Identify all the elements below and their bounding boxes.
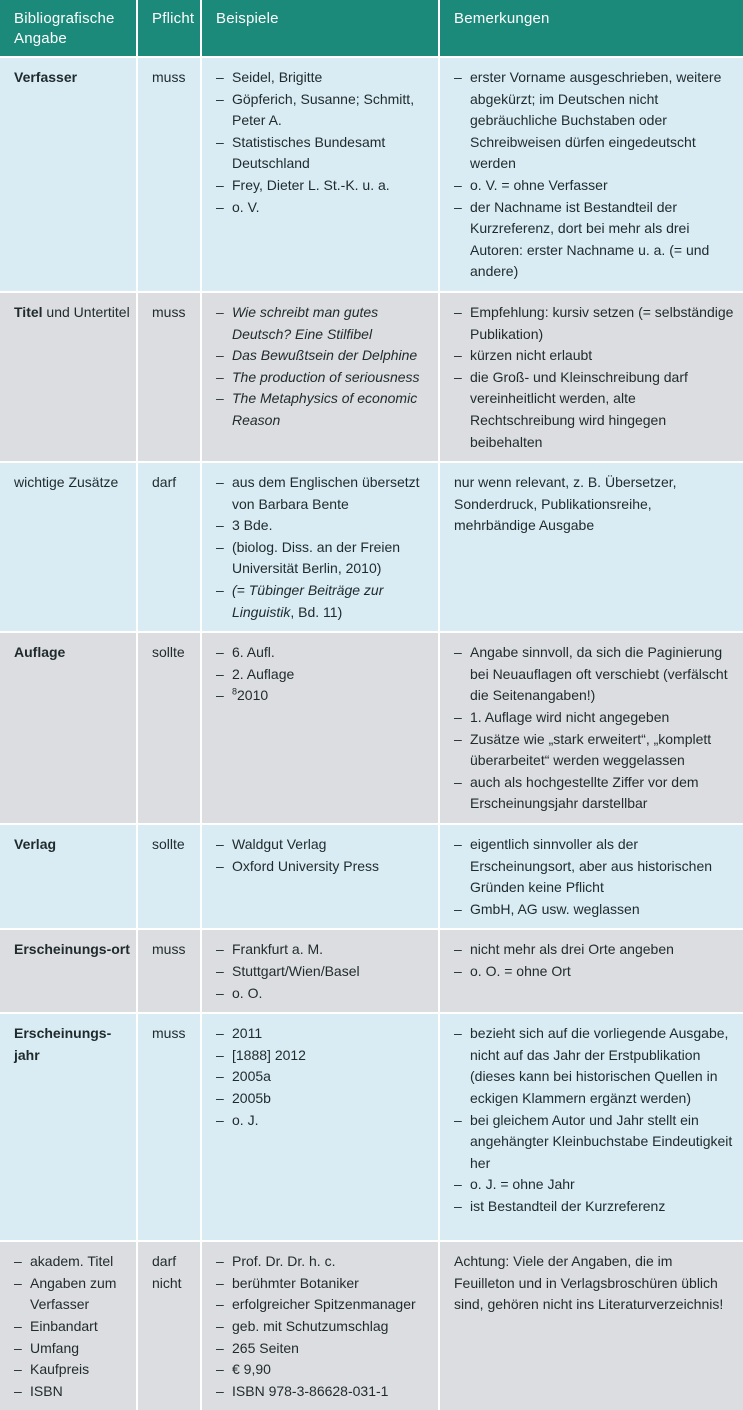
- list-item: – berühmter Botaniker: [216, 1273, 432, 1295]
- list-item: – bezieht sich auf die vorliegende Ausgabe, nicht auf das Jahr der Erstpublikation (dieses kann bei historischen Quellen in eckigen Klammern ergänzt werden): [454, 1023, 737, 1109]
- list-item: – 265 Seiten: [216, 1338, 432, 1360]
- list-item: – Stuttgart/Wien/Basel: [216, 961, 432, 983]
- list-item: – Zusätze wie „stark erweitert“, „komplett überarbeitet“ werden weggelassen: [454, 729, 737, 772]
- list-item: – akadem. Titel: [14, 1251, 130, 1273]
- row-remarks: nur wenn relevant, z. B. Übersetzer, Sonderdruck, Publikationsreihe, mehrbändige Ausgabe: [440, 461, 743, 631]
- table-row-erscheinungsort: [0, 928, 743, 1012]
- header-bemerkungen: Bemerkungen: [440, 0, 743, 56]
- list-item: – 2005b: [216, 1088, 432, 1110]
- list-item: – o. O.: [216, 983, 432, 1005]
- list-item: – Waldgut Verlag: [216, 834, 432, 856]
- table-row-zusaetze: [0, 461, 743, 631]
- table-header: [0, 0, 743, 56]
- row-examples: [202, 823, 440, 928]
- list-item: – der Nachname ist Bestandteil der Kurzreferenz, dort bei mehr als drei Autoren: erster Nachname u. a. (= und andere): [454, 197, 737, 283]
- list-item: – ISBN: [14, 1381, 130, 1403]
- row-label: Titel und Untertitel: [0, 291, 138, 461]
- row-label: Verlag: [0, 823, 138, 928]
- row-pflicht: muss: [138, 56, 202, 291]
- row-examples: [202, 291, 440, 461]
- list-item: – aus dem Englischen übersetzt von Barbara Bente: [216, 472, 432, 515]
- list-item: – ist Bestandteil der Kurzreferenz: [454, 1196, 737, 1218]
- list-item: – Einbandart: [14, 1316, 130, 1338]
- list-item: – Das Bewußtsein der Delphine: [216, 345, 432, 367]
- list-item: – Prof. Dr. Dr. h. c.: [216, 1251, 432, 1273]
- header-pflicht: Pflicht: [138, 0, 202, 56]
- row-examples: [202, 631, 440, 823]
- list-item: – Frey, Dieter L. St.-K. u. a.: [216, 175, 432, 197]
- row-pflicht: sollte: [138, 823, 202, 928]
- table-row-auflage: [0, 631, 743, 823]
- row-examples: [202, 1012, 440, 1240]
- row-remarks: [440, 631, 743, 823]
- list-item: – Empfehlung: kursiv setzen (= selbständige Publikation): [454, 302, 737, 345]
- list-item: – GmbH, AG usw. weglassen: [454, 899, 737, 921]
- row-pflicht: muss: [138, 1012, 202, 1240]
- list-item: – bei gleichem Autor und Jahr stellt ein angehängter Kleinbuchstabe Eindeutigkeit her: [454, 1110, 737, 1175]
- row-pflicht: sollte: [138, 631, 202, 823]
- list-item: – o. O. = ohne Ort: [454, 961, 737, 983]
- list-item: – [1888] 2012: [216, 1045, 432, 1067]
- list-item: – 6. Aufl.: [216, 642, 432, 664]
- list-item: – Seidel, Brigitte: [216, 67, 432, 89]
- list-item: – 2011: [216, 1023, 432, 1045]
- list-item: – Umfang: [14, 1338, 130, 1360]
- row-label: Verfasser: [0, 56, 138, 291]
- table-row-titel: [0, 291, 743, 461]
- table-row-verfasser: [0, 56, 743, 291]
- row-pflicht: darf: [138, 461, 202, 631]
- list-item: – Wie schreibt man gutes Deutsch? Eine Stilfibel: [216, 302, 432, 345]
- list-item: – o. J. = ohne Jahr: [454, 1174, 737, 1196]
- list-item: – Göpferich, Susanne; Schmitt, Peter A.: [216, 89, 432, 132]
- row-remarks: Achtung: Viele der Angaben, die im Feuilleton und in Verlagsbroschüren üblich sind, gehören nicht ins Literaturverzeichnis!: [440, 1240, 743, 1410]
- list-item: – geb. mit Schutzumschlag: [216, 1316, 432, 1338]
- table-row-darf-nicht: [0, 1240, 743, 1410]
- table-row-erscheinungsjahr: [0, 1012, 743, 1240]
- row-remarks: [440, 56, 743, 291]
- list-item: – o. J.: [216, 1110, 432, 1132]
- row-label: wichtige Zusätze: [0, 461, 138, 631]
- row-label: [0, 1240, 138, 1410]
- row-remarks: [440, 928, 743, 1012]
- list-item: – Angaben zum Verfasser: [14, 1273, 130, 1316]
- list-item: – Oxford University Press: [216, 856, 432, 878]
- row-label: Erscheinungs-jahr: [0, 1012, 138, 1240]
- list-item: – (= Tübinger Beiträge zur Linguistik, Bd. 11): [216, 580, 432, 623]
- list-item: – The production of seriousness: [216, 367, 432, 389]
- row-label: Auflage: [0, 631, 138, 823]
- row-examples: [202, 461, 440, 631]
- list-item: – 2005a: [216, 1066, 432, 1088]
- list-item: – o. V.: [216, 197, 432, 219]
- list-item: – auch als hochgestellte Ziffer vor dem Erscheinungsjahr darstellbar: [454, 772, 737, 815]
- row-pflicht: muss: [138, 291, 202, 461]
- row-label: Erscheinungs-ort: [0, 928, 138, 1012]
- table-row-verlag: [0, 823, 743, 928]
- list-item: – ISBN 978-3-86628-031-1: [216, 1381, 432, 1403]
- list-item: – kürzen nicht erlaubt: [454, 345, 737, 367]
- list-item: – 2. Auflage: [216, 664, 432, 686]
- row-remarks: [440, 291, 743, 461]
- list-item: – Statistisches Bundesamt Deutschland: [216, 132, 432, 175]
- list-item: – (biolog. Diss. an der Freien Universität Berlin, 2010): [216, 537, 432, 580]
- list-item: – nicht mehr als drei Orte angeben: [454, 939, 737, 961]
- list-item: – € 9,90: [216, 1359, 432, 1381]
- list-item: – erfolgreicher Spitzenmanager: [216, 1294, 432, 1316]
- list-item: – $^8$2010: [216, 685, 432, 707]
- list-item: – The Metaphysics of economic Reason: [216, 388, 432, 431]
- row-remarks: [440, 823, 743, 928]
- list-item: – Angabe sinnvoll, da sich die Paginierung bei Neuauflagen oft verschiebt (verfälscht die Seitenangaben!): [454, 642, 737, 707]
- list-item: – Kaufpreis: [14, 1359, 130, 1381]
- row-pflicht: darf nicht: [138, 1240, 202, 1410]
- list-item: – 3 Bde.: [216, 515, 432, 537]
- row-examples: [202, 1240, 440, 1410]
- row-examples: [202, 928, 440, 1012]
- header-beispiele: Beispiele: [202, 0, 440, 56]
- header-bibliografische-angabe: Bibliografische Angabe: [0, 0, 138, 56]
- row-examples: [202, 56, 440, 291]
- list-item: – eigentlich sinnvoller als der Erscheinungsort, aber aus historischen Gründen keine Pflicht: [454, 834, 737, 899]
- list-item: – 1. Auflage wird nicht angegeben: [454, 707, 737, 729]
- list-item: – erster Vorname ausgeschrieben, weitere abgekürzt; im Deutschen nicht gebräuchliche Buchstaben oder Schreibweisen dürfen eingedeutscht werden: [454, 67, 737, 175]
- list-item: – Frankfurt a. M.: [216, 939, 432, 961]
- list-item: – o. V. = ohne Verfasser: [454, 175, 737, 197]
- list-item: – die Groß- und Kleinschreibung darf vereinheitlicht werden, alte Rechtschreibung wird hingegen beibehalten: [454, 367, 737, 453]
- row-remarks: [440, 1012, 743, 1240]
- row-pflicht: muss: [138, 928, 202, 1012]
